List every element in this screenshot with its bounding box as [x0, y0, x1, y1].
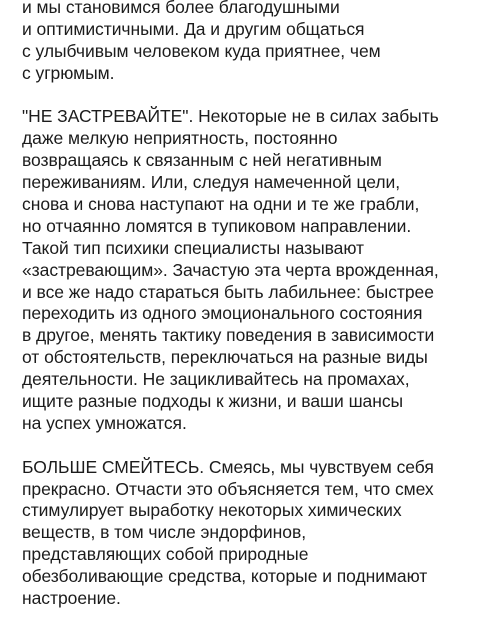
text-line: и оптимистичными. Да и другим общаться: [22, 18, 365, 39]
text-line: настроение.: [22, 588, 121, 609]
text-line: даже мелкую неприятность, постоянно: [22, 128, 338, 149]
text-line: с угрюмым.: [22, 62, 115, 83]
text-line: переживаниям. Или, следуя намеченной цели,: [22, 172, 401, 193]
text-line: снова и снова наступают на одни и те же грабли,: [22, 194, 420, 215]
text-line: веществ, в том числе эндорфинов,: [22, 522, 307, 543]
text-line: переходить из одного эмоционального состояния: [22, 303, 423, 324]
text-line: прекрасно. Отчасти это объясняется тем, что смех: [22, 478, 434, 499]
text-line: стимулирует выработку некоторых химических: [22, 500, 402, 521]
article-text: [22, 0, 472, 632]
text-line: в другое, менять тактику поведения в зависимости: [22, 325, 435, 346]
paragraph-optimism: [22, 0, 472, 85]
text-line: от обстоятельств, переключаться на разные виды: [22, 347, 428, 368]
text-line: с улыбчивым человеком куда приятнее, чем: [22, 40, 381, 61]
text-line: на успех умножатся.: [22, 412, 187, 433]
text-line: БОЛЬШЕ СМЕЙТЕСЬ. Смеясь, мы чувствуем себя: [22, 456, 434, 477]
text-line: обезболивающие средства, которые и поднимают: [22, 566, 428, 587]
text-line: и мы становимся более благодушными: [22, 0, 340, 17]
text-line: представляющих собой природные: [22, 544, 309, 565]
text-line: «застревающим». Зачастую эта черта врожденная,: [22, 259, 439, 280]
paragraph-laugh-more: [22, 457, 472, 610]
text-line: "НЕ ЗАСТРЕВАЙТЕ". Некоторые не в силах забыть: [22, 106, 439, 127]
text-line: возвращаясь к связанным с ней негативным: [22, 150, 382, 171]
text-line: но отчаянно ломятся в тупиковом направлении.: [22, 215, 412, 236]
paragraph-dont-get-stuck: [22, 106, 472, 434]
text-line: ищите разные подходы к жизни, и ваши шансы: [22, 391, 404, 412]
text-line: деятельности. Не зацикливайтесь на промахах,: [22, 369, 410, 390]
text-line: и все же надо стараться быть лабильнее: быстрее: [22, 281, 434, 302]
text-line: Такой тип психики специалисты называют: [22, 237, 364, 258]
